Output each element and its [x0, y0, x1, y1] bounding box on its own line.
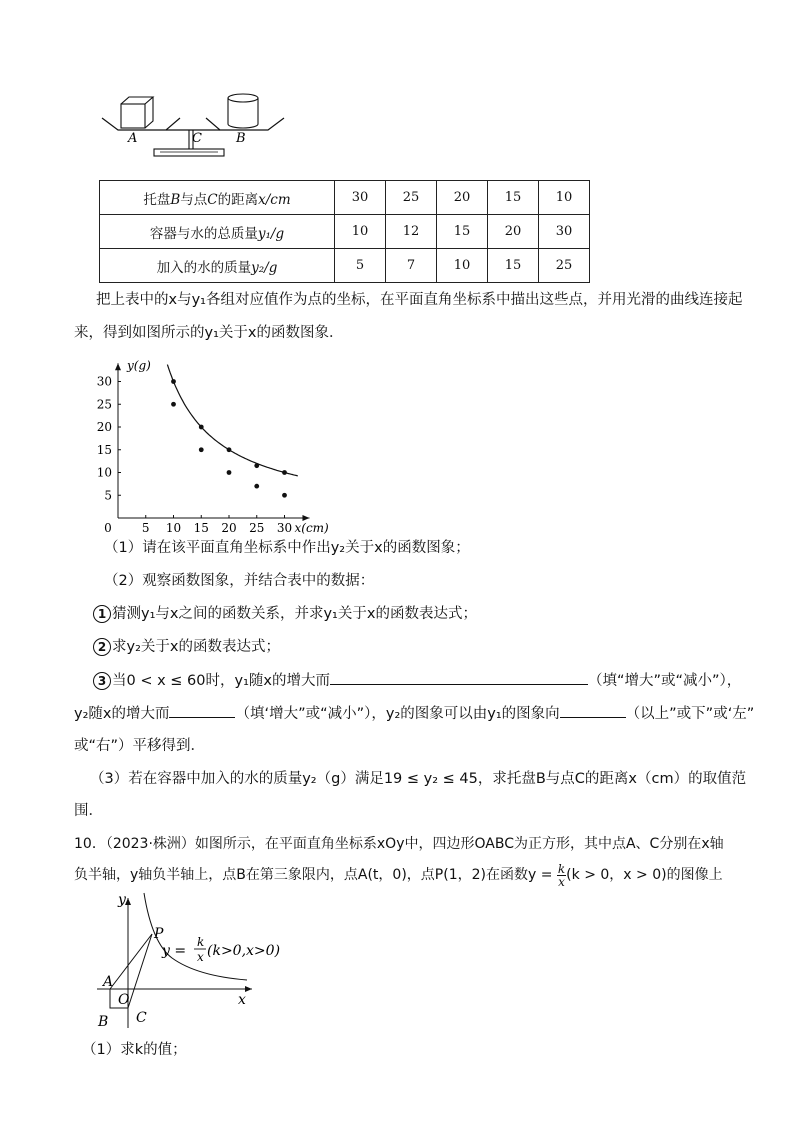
- fig-label-a: A: [103, 974, 114, 990]
- y-axis-arrow: [115, 363, 121, 370]
- row-header: 加入的水的质量y₂/g: [100, 249, 335, 283]
- y1-point: [282, 470, 287, 475]
- row-header: 托盘B与点C的距离x/cm: [100, 181, 335, 215]
- y-axis-label: y(g): [127, 358, 151, 373]
- y2-point: [282, 493, 287, 498]
- circled-number: 1: [93, 605, 111, 623]
- y2-point: [227, 470, 232, 475]
- table-cell: 25: [386, 181, 437, 215]
- scatter-chart: [88, 350, 348, 535]
- label-b: B: [236, 131, 246, 146]
- y1-point: [254, 463, 259, 468]
- fig-func-k: k: [197, 935, 205, 949]
- question-2-3: 3 当0 < x ≤ 60时，y₁随x的增大而 （填“增大”或“减小”），: [93, 670, 741, 691]
- intro-line-1: 把上表中的x与y₁各组对应值作为点的坐标，在平面直角坐标系中描出这些点，并用光滑的曲线连接起: [96, 292, 743, 308]
- question-2-3-end: 或“右”）平移得到．: [74, 738, 206, 754]
- fig-label-c: C: [136, 1010, 147, 1026]
- table-cell: 10: [437, 249, 488, 283]
- x-tick-label: 10: [165, 521, 182, 535]
- table-cell: 5: [335, 249, 386, 283]
- x-tick-label: 30: [276, 521, 293, 535]
- x-tick-label: 5: [141, 521, 150, 535]
- y1-point: [171, 379, 176, 384]
- fig-label-o: O: [118, 992, 130, 1008]
- y2-point: [199, 447, 204, 452]
- answer-blank[interactable]: [330, 670, 588, 685]
- x-axis-label: x(cm): [294, 521, 329, 535]
- fig-func-label: y =: [162, 943, 187, 959]
- balance-figure: [98, 90, 288, 165]
- y2-point: [254, 484, 259, 489]
- x-tick-label: 25: [249, 521, 265, 535]
- question-2-2: 2 求y₂关于x的函数表达式；: [93, 637, 280, 657]
- table-cell: 20: [488, 215, 539, 249]
- circled-number: 2: [93, 638, 111, 656]
- problem-10-question-1: （1）求k的值；: [82, 1042, 187, 1058]
- answer-blank[interactable]: [169, 703, 235, 718]
- question-3-cont: 围．: [74, 803, 103, 819]
- table-cell: 20: [437, 181, 488, 215]
- fig-label-y: y: [118, 892, 126, 908]
- y-tick-label: 25: [96, 397, 112, 412]
- origin-label: 0: [104, 521, 112, 535]
- question-2-1: 1 猜测y₁与x之间的函数关系，并求y₁关于x的函数表达式；: [93, 604, 477, 624]
- question-2: （2）观察函数图象，并结合表中的数据：: [104, 573, 375, 589]
- table-cell: 15: [488, 249, 539, 283]
- table-cell: 7: [386, 249, 437, 283]
- fraction: $\frac{k}{x}$: [557, 861, 566, 889]
- table-row: [100, 181, 590, 215]
- table-row: [100, 215, 590, 249]
- problem-10-line-1: 10．（2023·株洲）如图所示，在平面直角坐标系xOy中，四边形OABC为正方形，其中点A、C分别在x轴: [74, 836, 724, 852]
- x-tick-label: 15: [193, 521, 209, 535]
- data-table: [99, 180, 590, 283]
- circled-number: 3: [93, 672, 111, 690]
- y1-curve: [167, 365, 297, 476]
- x-tick-label: 20: [221, 521, 237, 535]
- fig-func-x: x: [197, 950, 204, 964]
- table-row: [100, 249, 590, 283]
- table-cell: 15: [488, 181, 539, 215]
- y-tick-label: 10: [96, 465, 112, 480]
- fig-label-p: P: [154, 926, 164, 942]
- y-tick-label: 5: [104, 488, 112, 503]
- table-cell: 25: [539, 249, 590, 283]
- intro-line-2: 来，得到如图所示的y₁关于x的函数图象．: [74, 325, 344, 341]
- label-c: C: [192, 131, 202, 146]
- answer-blank[interactable]: [560, 703, 626, 718]
- table-cell: 12: [386, 215, 437, 249]
- question-2-3-cont: y₂随x的增大而 （填‘增大”或“减小”），y₂的图象可以由y₁的图象向 （以上”或下”或‘左”: [74, 703, 754, 724]
- fig-label-b: B: [98, 1014, 109, 1030]
- question-1: （1）请在该平面直角坐标系中作出y₂关于x的函数图象；: [104, 540, 470, 556]
- fig-label-x: x: [238, 992, 246, 1008]
- table-cell: 10: [335, 215, 386, 249]
- hyperbola-figure: [92, 888, 282, 1033]
- row-header: 容器与水的总质量y₁/g: [100, 215, 335, 249]
- y-tick-label: 30: [96, 374, 112, 389]
- y2-point: [171, 402, 176, 407]
- fig-func-cond: (k>0,x>0): [207, 943, 281, 959]
- y-tick-label: 20: [96, 420, 112, 434]
- y1-point: [227, 447, 232, 452]
- table-cell: 30: [335, 181, 386, 215]
- table-cell: 15: [437, 215, 488, 249]
- problem-10-line-2: 负半轴，y轴负半轴上，点B在第三象限内，点A(t，0)，点P(1，2)在函数y = $\frac{k}{x}$ (k > 0，x > 0)的图像上: [74, 861, 723, 889]
- question-3: （3）若在容器中加入的水的质量y₂（g）满足19 ≤ y₂ ≤ 45，求托盘B与点C的距离x（cm）的取值范: [90, 771, 747, 787]
- table-cell: 30: [539, 215, 590, 249]
- y-tick-label: 15: [96, 442, 112, 457]
- y1-point: [199, 425, 204, 430]
- label-a: A: [128, 131, 138, 146]
- table-cell: 10: [539, 181, 590, 215]
